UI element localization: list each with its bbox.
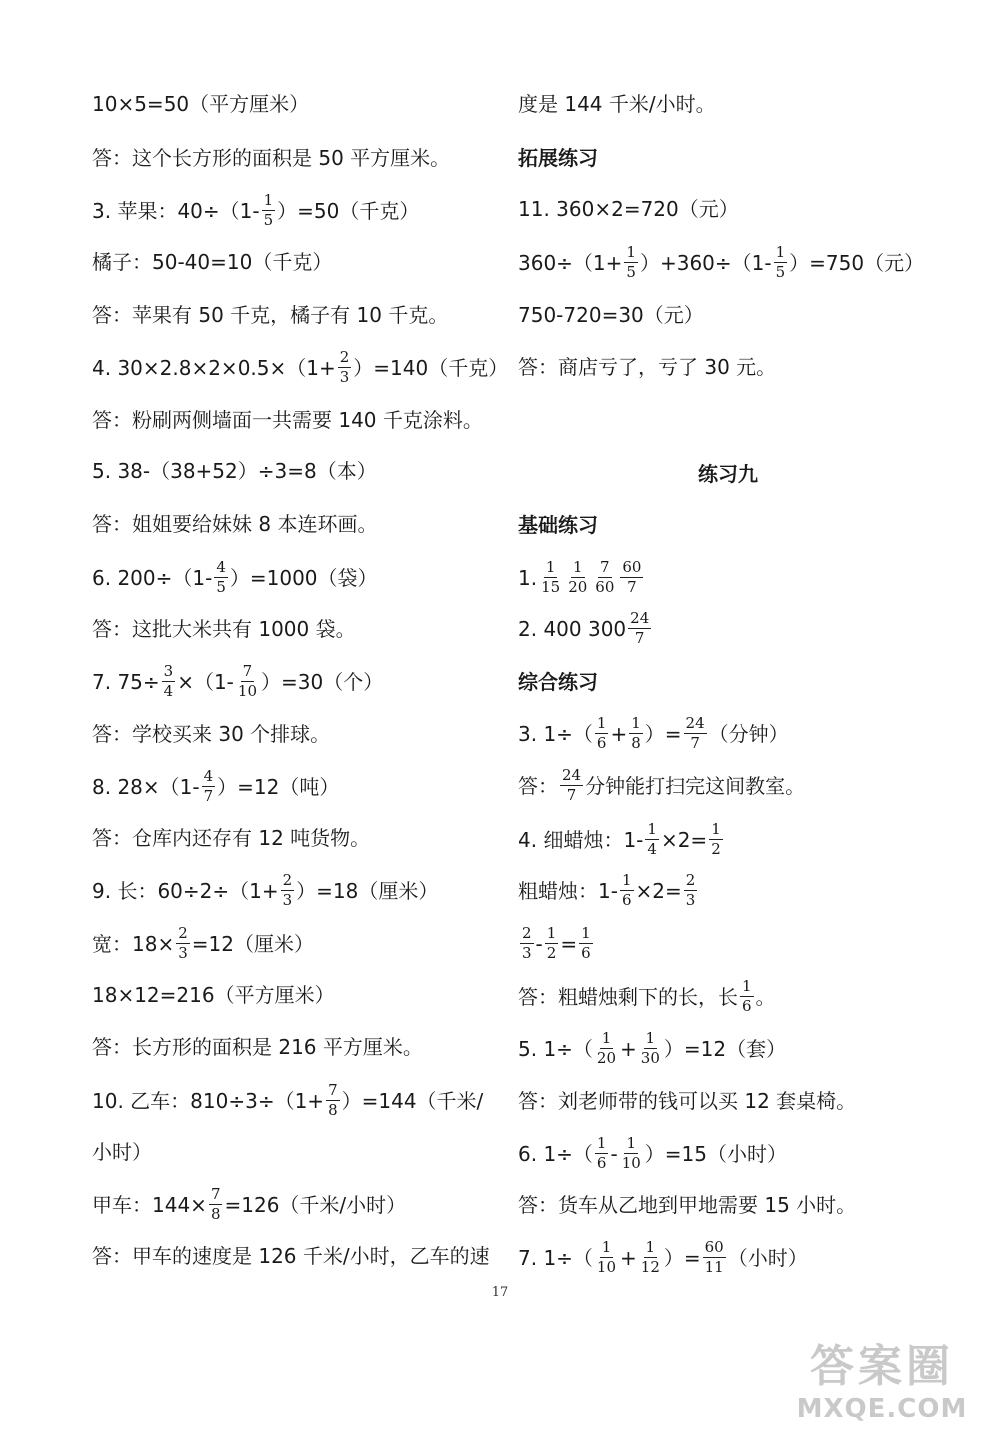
text-segment: + [620, 1245, 637, 1270]
fraction-denominator: 3 [685, 891, 696, 909]
answer-line [518, 560, 645, 595]
text-segment: ）=18（厘米） [296, 878, 439, 903]
text-segment: 10×5=50（平方厘米） [92, 91, 310, 116]
answer-line [92, 350, 508, 385]
fraction-denominator: 4 [647, 840, 657, 858]
fraction-numerator: 1 [545, 558, 556, 576]
answer-line [518, 1189, 856, 1219]
answer-line [92, 404, 483, 434]
answer-line [92, 508, 377, 538]
text-segment: 7. 75÷ [92, 669, 160, 694]
text-segment: ）= [644, 721, 682, 746]
fraction-numerator: 1 [742, 977, 752, 995]
text-segment: 18×12=216（平方厘米） [92, 982, 335, 1007]
text-segment: ）=1000（袋） [229, 565, 378, 590]
text-segment: 6. 200÷（1- [92, 565, 213, 590]
answer-line [92, 1187, 406, 1222]
text-segment: ）=30（个） [261, 669, 384, 694]
text-segment: 分钟能打扫完这间教室。 [585, 773, 806, 798]
page-number: 17 [491, 1285, 509, 1300]
fraction-numerator: 2 [685, 871, 696, 889]
answer-line [92, 246, 332, 276]
fraction-denominator: 30 [640, 1049, 660, 1067]
text-segment: ）=15（小时） [644, 1141, 787, 1166]
fraction-numerator: 1 [711, 820, 721, 838]
text-segment: ）=12（套） [663, 1036, 787, 1061]
text-segment: 粗蜡烛：1- [518, 878, 618, 903]
watermark-cn: 答案圈 [810, 1341, 954, 1392]
answer-line [518, 88, 716, 118]
answer-line [518, 1136, 787, 1171]
fraction-denominator: 10 [621, 1154, 641, 1172]
fraction-denominator: 7 [566, 786, 577, 804]
fraction-numerator: 1 [601, 1029, 612, 1047]
fraction [520, 926, 534, 961]
text-segment: 答：学校买来 30 个排球。 [92, 721, 331, 746]
fraction [326, 1083, 340, 1118]
text-segment: 11. 360×2=720（元） [518, 196, 739, 221]
fraction-numerator: 1 [626, 243, 636, 261]
fraction-denominator: 2 [711, 840, 721, 858]
answer-line [92, 613, 356, 643]
text-segment: = [560, 931, 578, 956]
fraction-denominator: 3 [178, 944, 188, 962]
fraction [338, 350, 352, 385]
fraction [628, 611, 651, 646]
fraction-numerator: 1 [647, 820, 657, 838]
fraction-denominator: 7 [627, 578, 637, 596]
section-heading [518, 509, 598, 539]
text-segment: 10. 乙车：810÷3÷（1+ [92, 1088, 325, 1113]
text-segment: ）=750（元） [789, 250, 925, 275]
answer-line [92, 873, 438, 908]
text-segment: 360÷（1+ [518, 250, 623, 275]
text-segment: 基础练习 [518, 512, 598, 537]
fraction-denominator: 3 [339, 368, 350, 386]
text-segment: 8. 28×（1- [92, 774, 200, 799]
fraction-denominator: 7 [203, 787, 214, 805]
answer-line [518, 1085, 856, 1115]
fraction [566, 560, 589, 595]
text-segment: + [610, 721, 628, 746]
text-segment: 4. 30×2.8×2×0.5×（1+ [92, 355, 336, 380]
answer-line [92, 664, 383, 699]
text-segment: 9. 长：60÷2÷（1+ [92, 878, 279, 903]
fraction-denominator: 6 [581, 944, 591, 962]
watermark-en: MXQE.COM [796, 1394, 968, 1424]
answer-line [518, 351, 776, 381]
fraction-denominator: 5 [216, 578, 226, 596]
text-segment: ）= [663, 1245, 701, 1270]
text-segment: 3. 苹果：40÷（1- [92, 198, 260, 223]
text-segment: （分钟） [708, 721, 789, 746]
text-segment: 答：粗蜡烛剩下的长，长 [518, 984, 738, 1009]
fraction-denominator: 11 [704, 1258, 724, 1276]
fraction-numerator: 2 [339, 348, 350, 366]
text-segment: 4. 细蜡烛：1- [518, 827, 644, 852]
text-segment: 答：商店亏了，亏了 30 元。 [518, 354, 777, 379]
answer-line [518, 193, 739, 223]
fraction-numerator: 2 [178, 924, 188, 942]
fraction-denominator: 4 [163, 682, 174, 700]
fraction [639, 1240, 662, 1275]
fraction [703, 1240, 726, 1275]
answer-line [518, 245, 924, 280]
answer-line [518, 926, 595, 961]
text-segment: 5. 1÷（ [518, 1036, 593, 1061]
fraction [684, 873, 698, 908]
text-segment: - [535, 931, 543, 956]
text-segment: 6. 1÷（ [518, 1141, 593, 1166]
answer-line [92, 926, 314, 961]
text-segment: 答：刘老师带的钱可以买 12 套桌椅。 [518, 1088, 857, 1113]
fraction-numerator: 4 [216, 558, 226, 576]
fraction [595, 1136, 609, 1171]
fraction [214, 560, 228, 595]
fraction [629, 716, 643, 751]
fraction [579, 926, 593, 961]
fraction-denominator: 5 [775, 263, 786, 281]
text-segment: =12（厘米） [191, 931, 314, 956]
fraction-denominator: 20 [596, 1049, 617, 1067]
fraction-numerator: 7 [210, 1185, 221, 1203]
fraction-denominator: 10 [237, 682, 257, 700]
text-segment: 答：这批大米共有 1000 袋。 [92, 616, 356, 641]
answer-line [92, 193, 419, 228]
fraction [262, 193, 276, 228]
text-segment: 。 [755, 984, 776, 1009]
fraction-numerator: 1 [621, 871, 632, 889]
fraction-numerator: 1 [631, 714, 641, 732]
answer-line [92, 299, 448, 329]
text-segment: 答：这个长方形的面积是 50 平方厘米。 [92, 145, 451, 170]
fraction-denominator: 7 [634, 629, 645, 647]
section-heading [518, 666, 598, 696]
text-segment: =126（千米/小时） [224, 1192, 407, 1217]
section-heading [518, 142, 598, 172]
answer-line [92, 822, 370, 852]
text-segment: 橘子：50-40=10（千克） [92, 249, 333, 274]
text-segment: 拓展练习 [518, 145, 598, 170]
text-segment: 750-720=30（元） [518, 302, 704, 327]
answer-line [92, 88, 309, 118]
fraction-denominator: 6 [742, 997, 752, 1015]
text-segment: ）=12（吨） [217, 774, 340, 799]
fraction-denominator: 6 [596, 734, 607, 752]
answer-line [92, 718, 330, 748]
text-segment: ）=140（千克） [353, 355, 509, 380]
text-segment: 3. 1÷（ [518, 721, 593, 746]
text-segment: ×2= [635, 878, 682, 903]
fraction-denominator: 15 [541, 578, 561, 596]
text-segment: 1. [518, 565, 538, 590]
fraction-numerator: 24 [562, 766, 582, 784]
fraction-numerator: 7 [600, 558, 610, 576]
fraction-numerator: 24 [630, 609, 650, 627]
text-segment: + [620, 1036, 637, 1061]
fraction-denominator: 3 [282, 891, 293, 909]
fraction-numerator: 60 [622, 558, 642, 576]
fraction-numerator: 1 [645, 1029, 656, 1047]
text-segment: ×2= [660, 827, 708, 852]
fraction-numerator: 1 [775, 243, 786, 261]
answer-line [518, 299, 704, 329]
text-segment: ）=50（千克） [277, 198, 420, 223]
text-segment: 答：粉刷两侧墙面一共需要 140 千克涂料。 [92, 407, 483, 432]
fraction-numerator: 7 [242, 662, 253, 680]
text-segment: ×（1- [177, 669, 234, 694]
text-segment: ）=144（千米/ [341, 1088, 484, 1113]
text-segment: 7. 1÷（ [518, 1245, 593, 1270]
fraction [624, 245, 638, 280]
fraction-denominator: 7 [690, 734, 700, 752]
fraction-denominator: 8 [631, 734, 641, 752]
fraction [620, 1136, 643, 1171]
fraction-denominator: 60 [595, 578, 615, 596]
fraction-numerator: 4 [203, 767, 214, 785]
fraction-numerator: 60 [704, 1238, 724, 1256]
fraction [281, 873, 295, 908]
fraction [709, 822, 723, 857]
fraction-numerator: 1 [596, 714, 607, 732]
fraction [595, 716, 609, 751]
answer-line [92, 455, 377, 485]
fraction [620, 873, 634, 908]
fraction-numerator: 1 [626, 1134, 636, 1152]
text-segment: 答：货车从乙地到甲地需要 15 小时。 [518, 1192, 857, 1217]
fraction [209, 1187, 223, 1222]
text-segment: 度是 144 千米/小时。 [518, 91, 716, 116]
fraction-denominator: 10 [596, 1258, 617, 1276]
text-segment: 宽：18× [92, 931, 175, 956]
answer-line [92, 1136, 152, 1166]
watermark-logo [782, 1330, 982, 1424]
fraction [774, 245, 788, 280]
fraction [236, 664, 259, 699]
fraction-denominator: 6 [596, 1154, 607, 1172]
text-segment: 答：长方形的面积是 216 平方厘米。 [92, 1034, 423, 1059]
answer-line [518, 873, 699, 908]
answer-line [518, 768, 805, 803]
text-segment: 小时） [92, 1139, 152, 1164]
text-segment: （小时） [727, 1245, 808, 1270]
text-segment: 练习九 [698, 461, 758, 486]
fraction [593, 560, 616, 595]
answer-line [518, 1240, 808, 1275]
answer-line [518, 1031, 786, 1066]
text-segment: 答： [518, 773, 558, 798]
fraction [595, 1031, 618, 1066]
fraction-denominator: 5 [263, 211, 274, 229]
answer-line [92, 979, 335, 1009]
answer-line [518, 611, 653, 646]
fraction [162, 664, 176, 699]
answer-line [92, 1031, 423, 1061]
text-segment: 答：仓库内还存有 12 吨货物。 [92, 825, 371, 850]
fraction-numerator: 1 [546, 924, 557, 942]
fraction [620, 560, 643, 595]
text-segment: 答：姐姐要给妹妹 8 本连环画。 [92, 511, 378, 536]
text-segment: - [610, 1141, 618, 1166]
fraction-denominator: 8 [328, 1101, 338, 1119]
text-segment: 5. 38-（38+52）÷3=8（本） [92, 458, 377, 483]
text-segment: 甲车：144× [92, 1192, 207, 1217]
answer-line [92, 1240, 490, 1270]
fraction-denominator: 3 [522, 944, 532, 962]
answer-line [518, 716, 789, 751]
answer-line [92, 1083, 483, 1118]
fraction [539, 560, 562, 595]
text-segment: ）+360÷（1- [639, 250, 772, 275]
fraction-numerator: 24 [685, 714, 705, 732]
fraction [639, 1031, 662, 1066]
answer-line [92, 560, 378, 595]
fraction-numerator: 1 [581, 924, 591, 942]
fraction-numerator: 2 [522, 924, 532, 942]
fraction-numerator: 2 [282, 871, 293, 889]
fraction [560, 768, 583, 803]
fraction-denominator: 5 [626, 263, 636, 281]
fraction [545, 926, 559, 961]
fraction [740, 979, 754, 1014]
fraction-numerator: 1 [596, 1134, 607, 1152]
fraction [202, 769, 216, 804]
text-segment: 综合练习 [518, 669, 598, 694]
answer-line [518, 822, 725, 857]
fraction-numerator: 1 [601, 1238, 612, 1256]
fraction-denominator: 8 [210, 1205, 221, 1223]
fraction-denominator: 2 [546, 944, 557, 962]
fraction-numerator: 1 [645, 1238, 656, 1256]
text-segment: 2. 400 300 [518, 616, 627, 641]
fraction-numerator: 1 [572, 558, 583, 576]
fraction-numerator: 3 [163, 662, 174, 680]
answer-line [518, 979, 776, 1014]
text-segment: 答：苹果有 50 千克，橘子有 10 千克。 [92, 302, 449, 327]
answer-line [92, 142, 450, 172]
fraction-denominator: 20 [568, 578, 588, 596]
fraction [176, 926, 190, 961]
fraction [595, 1240, 618, 1275]
fraction-numerator: 1 [263, 191, 274, 209]
exercise-title [518, 458, 938, 488]
fraction-numerator: 7 [328, 1081, 338, 1099]
fraction [684, 716, 707, 751]
fraction-denominator: 6 [621, 891, 632, 909]
text-segment: 答：甲车的速度是 126 千米/小时，乙车的速 [92, 1243, 490, 1268]
fraction-denominator: 12 [640, 1258, 660, 1276]
fraction [645, 822, 659, 857]
answer-line [92, 769, 339, 804]
